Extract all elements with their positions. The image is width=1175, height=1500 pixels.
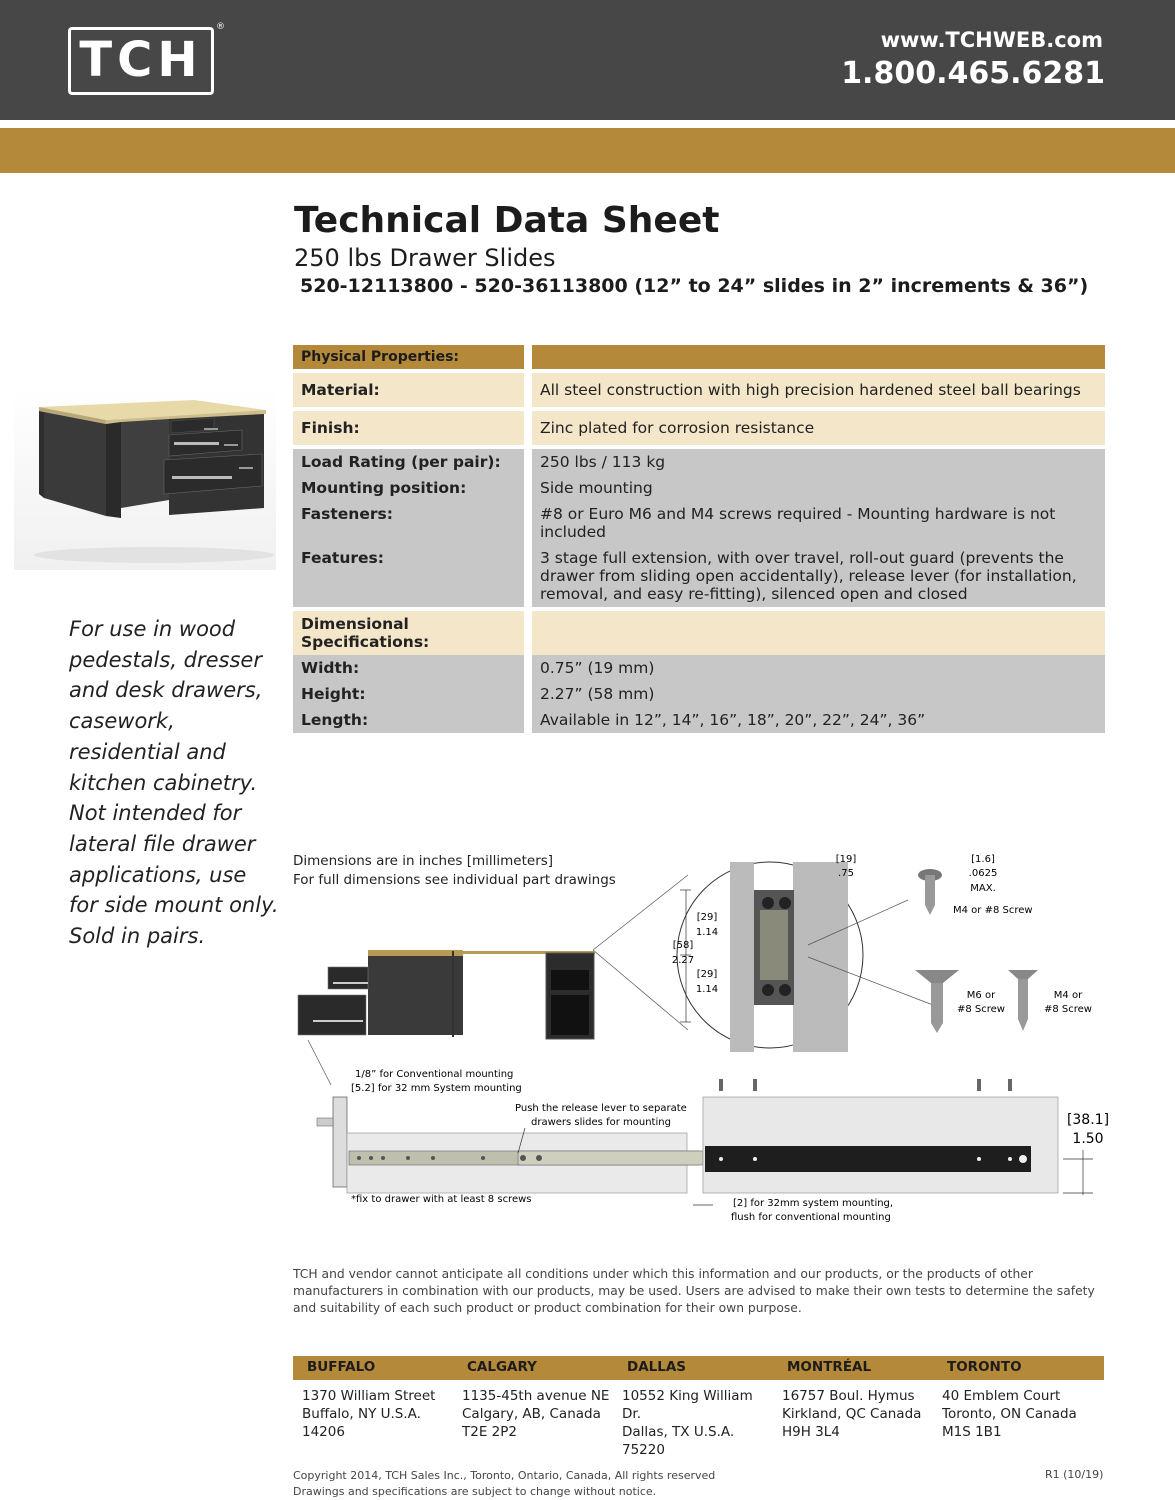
fix-note: *fix to drawer with at least 8 screws [351,1194,532,1205]
dimension-note-line: For full dimensions see individual part drawings [293,872,616,888]
dim-label: [38.1] [1066,1112,1110,1128]
address-line: 75220 [622,1442,665,1458]
physical-properties-header [293,345,1105,369]
system-note: [2] for 32mm system mounting, [733,1198,894,1209]
address-line: Calgary, AB, Canada [462,1406,601,1422]
usage-note: For use in wood pedestals, dresser and desk drawers, casework, residential and kitchen cabinetry. Not intended for lateral file drawer applications, use for side mount only. Sold in pairs. [69,617,279,949]
spec-label: Height: [293,681,524,707]
office-address [453,1380,613,1459]
mount-label: [5.2] for 32 mm System mounting [351,1083,522,1094]
address-line: M1S 1B1 [942,1424,1002,1440]
address-line: Kirkland, QC Canada [782,1406,922,1422]
spec-value: Available in 12”, 14”, 16”, 18”, 20”, 22”, 24”, 36” [532,707,1105,733]
spec-value: 250 lbs / 113 kg [532,449,1105,475]
release-label: Push the release lever to separate [515,1103,687,1114]
address-line: T2E 2P2 [462,1424,517,1440]
spec-table [293,345,1105,733]
office-address [773,1380,933,1459]
spec-label: Fasteners: [293,501,524,545]
dim-label: 1.50 [1072,1131,1104,1147]
phone-number: 1.800.465.6281 [841,56,1105,91]
address-line: 40 Emblem Court [942,1388,1061,1404]
address-line: Toronto, ON Canada [942,1406,1077,1422]
office-city: MONTRÉAL [787,1359,872,1375]
flat-head-screw-icon [1008,970,1038,1031]
spec-label: Physical Properties: [293,345,524,369]
page-subtitle: 250 lbs Drawer Slides [294,244,556,272]
screw-label: M6 or [966,990,996,1001]
spec-row-height [293,681,1105,707]
spec-row-length [293,707,1105,733]
offices-header [293,1356,1104,1380]
copyright [293,1468,715,1500]
cabinet-side-panel [730,862,754,1052]
spec-row-finish [293,411,1105,445]
drawer-side-panel [793,862,848,1052]
copyright-line: Copyright 2014, TCH Sales Inc., Toronto, Ontario, Canada, All rights reserved [293,1469,716,1482]
dimensional-header [293,611,1105,655]
spec-row-width [293,655,1105,681]
screw-label: M4 or #8 Screw [953,905,1033,916]
office-address [933,1380,1093,1459]
dim-label: 1.14 [695,927,719,938]
spec-value: Zinc plated for corrosion resistance [532,411,1105,445]
spec-label: Dimensional Specifications: [293,611,524,655]
flat-head-screw-icon [915,970,959,1033]
spec-row-mounting [293,475,1105,501]
spec-row-material [293,373,1105,407]
dim-label: [19] [835,854,857,865]
spec-row-load [293,449,1105,475]
office-city: TORONTO [947,1359,1022,1375]
spec-row-fasteners [293,501,1105,545]
office-address [293,1380,453,1459]
technical-drawing [293,845,1113,1230]
office-address [613,1380,773,1459]
drawer-front [333,1097,347,1187]
office-city: BUFFALO [307,1359,376,1375]
dimension-note-line: Dimensions are in inches [millimeters] [293,853,554,869]
spec-label: Mounting position: [293,475,524,501]
mount-label: 1/8” for Conventional mounting [355,1069,514,1080]
spec-value: 2.27” (58 mm) [532,681,1105,707]
address-line: 10552 King William Dr. [622,1388,753,1422]
desk-product-image [14,390,276,570]
cabinet-illustration [298,950,595,1039]
spec-row-features [293,545,1105,607]
dim-label: MAX. [970,883,996,894]
dim-label: 1.14 [695,984,719,995]
spec-value: Side mounting [532,475,1105,501]
accent-bar [0,128,1175,173]
spec-label: Length: [293,707,524,733]
screw-label: #8 Screw [957,1004,1005,1015]
page-title: Technical Data Sheet [294,200,720,241]
screw-label: M4 or [1053,990,1083,1001]
dim-label: [1.6] [971,854,995,865]
copyright-line: Drawings and specifications are subject to change without notice. [293,1485,657,1498]
dim-label: [29] [696,912,718,923]
address-line: 14206 [302,1424,345,1440]
spec-value: All steel construction with high precision hardened steel ball bearings [532,373,1105,407]
spec-label: Features: [293,545,524,607]
spec-value: 0.75” (19 mm) [532,655,1105,681]
revision-label: R1 (10/19) [1045,1468,1104,1481]
dim-label: [29] [696,969,718,980]
offices-table [293,1356,1104,1459]
offices-addresses [293,1380,1104,1459]
dim-label: 2.27 [671,955,695,966]
model-numbers: 520-12113800 - 520-36113800 (12” to 24” slides in 2” increments & 36”) [300,275,1089,297]
spec-value: 3 stage full extension, with over travel, roll-out guard (prevents the drawer from sliding open accidentally), release lever (for installation, removal, and easy re-fitting), silenced open and closed [532,545,1105,607]
cabinet-side [703,1097,1058,1193]
system-note: flush for conventional mounting [731,1212,891,1223]
website-link[interactable]: www.TCHWEB.com [880,28,1103,52]
address-line: H9H 3L4 [782,1424,840,1440]
spec-label: Load Rating (per pair): [293,449,524,475]
spec-label: Material: [293,373,524,407]
office-city: DALLAS [627,1359,687,1375]
dim-label: .75 [838,868,854,879]
spec-label: Finish: [293,411,524,445]
tch-logo: TCH [68,27,214,95]
pan-head-screw-icon [918,869,942,915]
release-label: drawers slides for mounting [531,1117,671,1128]
address-line: 1370 William Street [302,1388,436,1404]
dim-label: [58] [672,940,694,951]
address-line: 16757 Boul. Hymus [782,1388,915,1404]
disclaimer: TCH and vendor cannot anticipate all conditions under which this information and our products, or the products of other manufacturers in combination with our products, may be used. Users are advised to make their own tests to determine the safety and suitability of each such product or product combination for their own purpose. [293,1267,1095,1315]
spec-label: Width: [293,655,524,681]
address-line: Dallas, TX U.S.A. [622,1424,735,1440]
address-line: Buffalo, NY U.S.A. [302,1406,421,1422]
office-city: CALGARY [467,1359,537,1375]
address-line: 1135-45th avenue NE [462,1388,610,1404]
screw-label: #8 Screw [1044,1004,1092,1015]
dim-label: .0625 [968,868,998,879]
registered-mark: ® [216,22,225,32]
spec-value: #8 or Euro M6 and M4 screws required - Mounting hardware is not included [532,501,1105,545]
header-bar [0,0,1175,120]
